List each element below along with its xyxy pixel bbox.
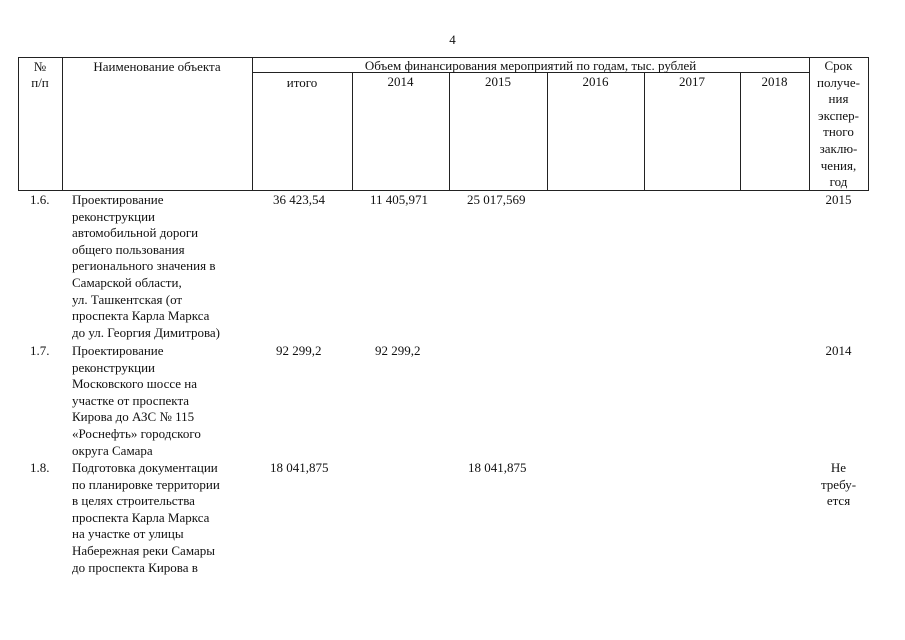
row-name-line: Подготовка документации — [72, 460, 218, 475]
row-name-line: округа Самара — [72, 442, 153, 458]
header-num-2: п/п — [31, 75, 49, 90]
header-year-2015: 2015 — [485, 74, 511, 89]
row-value-2015: 25 017,569 — [467, 192, 526, 207]
header-term-line: заклю- — [819, 141, 858, 156]
row-name-line: до проспекта Кирова в — [72, 559, 198, 575]
header-term-line: год — [829, 174, 848, 190]
row-name-line: «Роснефть» городского — [72, 426, 201, 441]
row-term: 2015 — [825, 192, 852, 207]
row-name-line: автомобильной дороги — [72, 225, 199, 241]
header-total: итого — [286, 75, 318, 90]
row-name-line: ул. Ташкентская (от — [72, 291, 183, 307]
header-term-line: Срок — [824, 58, 853, 73]
row-name-line: проспекта Карла Маркса — [72, 308, 210, 324]
row-name-line: реконструкции — [72, 359, 156, 375]
row-total: 36 423,54 — [273, 192, 325, 207]
header-year-2014: 2014 — [387, 74, 414, 89]
row-name-line: Проектирование — [72, 192, 164, 207]
row-name-line: участке от проспекта — [72, 392, 190, 408]
row-name-line: в целях строительства — [72, 493, 195, 509]
row-name-line: Кирова до АЗС № 115 — [72, 409, 195, 425]
row-term: ется — [826, 493, 851, 509]
page-number: 4 — [449, 32, 456, 47]
row-name-line: регионального значения в — [72, 258, 216, 274]
row-value-2015: 18 041,875 — [468, 460, 527, 475]
row-name-line: на участке от улицы — [72, 526, 184, 542]
header-term-line: экспер- — [818, 107, 859, 123]
header-name: Наименование объекта — [93, 59, 221, 74]
row-term: 2014 — [825, 343, 852, 358]
row-value-2014: 92 299,2 — [375, 343, 421, 358]
row-name-line: Московского шоссе на — [72, 376, 198, 392]
row-name-line: Проектирование — [72, 343, 164, 358]
row-number: 1.6. — [30, 192, 50, 207]
header-year-2017: 2017 — [679, 74, 705, 89]
header-term-line: тного — [823, 124, 854, 140]
header-volume: Объем финансирования мероприятий по годам, тыс. рублей — [364, 58, 697, 73]
row-name-line: Самарской области, — [72, 275, 182, 290]
row-term: Не — [830, 460, 847, 475]
row-name-line: проспекта Карла Маркса — [72, 509, 210, 525]
header-year-2016: 2016 — [582, 74, 609, 89]
row-term: требу- — [820, 476, 857, 492]
row-name-line: реконструкции — [72, 208, 156, 224]
row-total: 18 041,875 — [270, 460, 329, 475]
header-term-line: чения, — [820, 157, 857, 173]
row-value-2014: 11 405,971 — [370, 192, 429, 207]
row-number: 1.8. — [30, 460, 50, 475]
row-total: 92 299,2 — [276, 343, 322, 358]
row-number: 1.7. — [30, 343, 50, 358]
row-name-line: общего пользования — [72, 241, 185, 257]
row-name-line: по планировке территории — [72, 476, 220, 492]
header-year-2018: 2018 — [761, 74, 788, 89]
header-term-line: ния — [828, 91, 849, 107]
row-name-line: Набережная реки Самары — [72, 543, 215, 558]
header-num-1: № — [33, 59, 47, 74]
header-term-line: получе- — [817, 74, 860, 90]
row-name-line: до ул. Георгия Димитрова) — [72, 324, 221, 340]
